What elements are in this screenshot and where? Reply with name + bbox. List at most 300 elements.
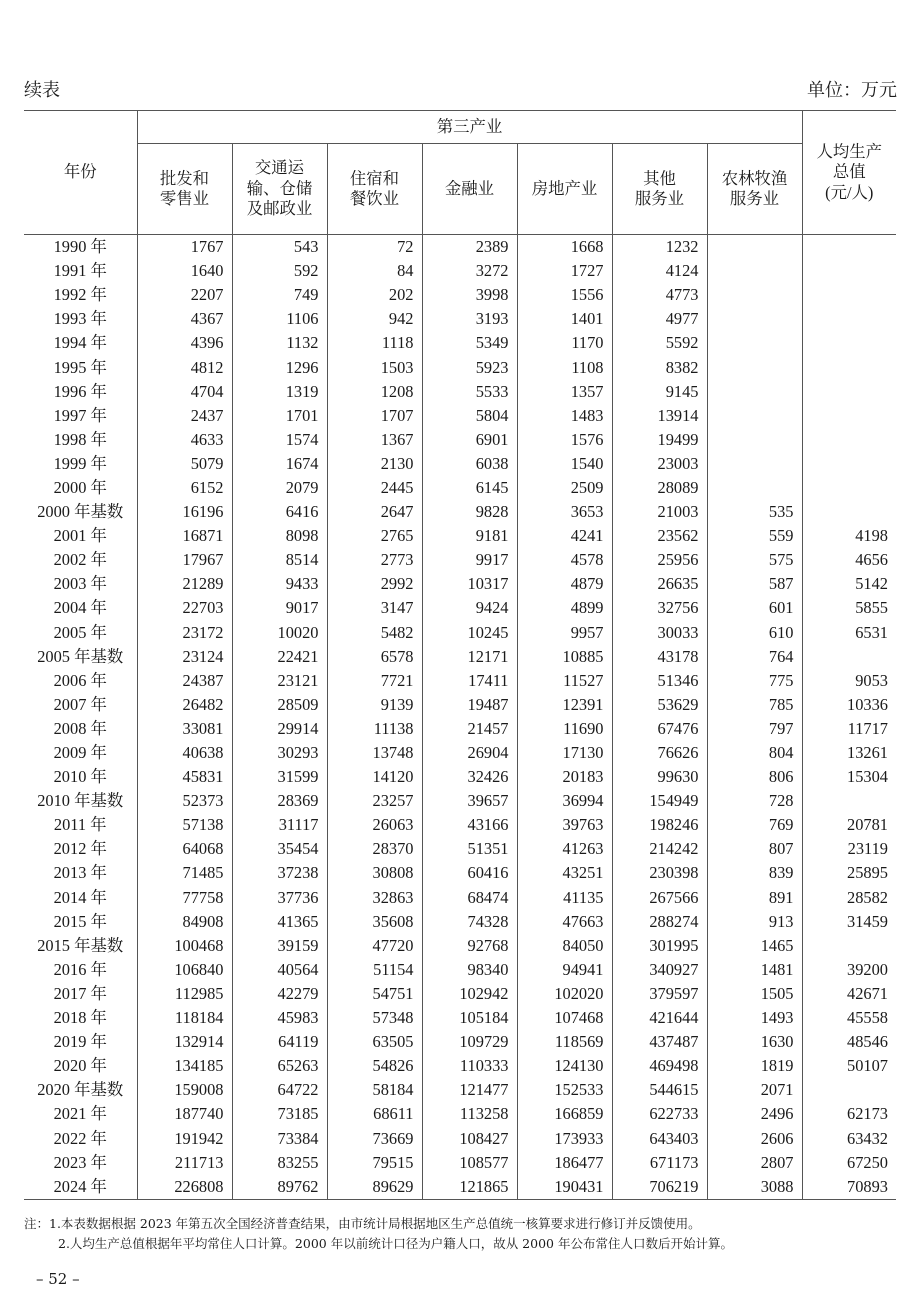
value-cell: 10245 [422, 621, 517, 645]
value-cell: 198246 [612, 813, 707, 837]
value-cell: 113258 [422, 1102, 517, 1126]
value-cell: 166859 [517, 1102, 612, 1126]
value-cell: 68474 [422, 886, 517, 910]
value-cell [802, 307, 896, 331]
year-cell: 2021 年 [53, 1104, 107, 1124]
value-cell: 31117 [232, 813, 327, 837]
value-cell: 26482 [137, 693, 232, 717]
year-cell: 2003 年 [53, 574, 107, 594]
value-cell: 17130 [517, 741, 612, 765]
value-cell: 62173 [802, 1102, 896, 1126]
value-cell: 1108 [517, 355, 612, 379]
value-cell: 22421 [232, 645, 327, 669]
table-row [24, 982, 896, 1006]
value-cell: 74328 [422, 910, 517, 934]
value-cell: 288274 [612, 910, 707, 934]
value-cell: 4812 [137, 355, 232, 379]
value-cell: 1232 [612, 235, 707, 260]
value-cell: 4198 [802, 524, 896, 548]
year-cell: 2015 年 [53, 911, 107, 931]
value-cell: 28582 [802, 886, 896, 910]
value-cell: 105184 [422, 1006, 517, 1030]
value-cell: 214242 [612, 837, 707, 861]
value-cell: 23121 [232, 669, 327, 693]
value-cell: 6901 [422, 428, 517, 452]
value-cell: 10317 [422, 572, 517, 596]
value-cell: 3088 [707, 1175, 802, 1200]
value-cell: 30293 [232, 741, 327, 765]
value-cell: 1767 [137, 235, 232, 260]
value-cell: 4656 [802, 548, 896, 572]
value-cell: 10885 [517, 645, 612, 669]
value-cell: 57348 [327, 1006, 422, 1030]
value-cell: 15304 [802, 765, 896, 789]
value-cell: 543 [232, 235, 327, 260]
table-row [24, 813, 896, 837]
value-cell: 57138 [137, 813, 232, 837]
value-cell [802, 500, 896, 524]
value-cell: 100468 [137, 934, 232, 958]
value-cell: 54826 [327, 1054, 422, 1078]
value-cell: 4124 [612, 259, 707, 283]
value-cell: 51346 [612, 669, 707, 693]
year-cell: 2014 年 [53, 887, 107, 907]
value-cell: 6531 [802, 621, 896, 645]
value-cell: 3653 [517, 500, 612, 524]
value-cell: 2207 [137, 283, 232, 307]
table-row [24, 693, 896, 717]
table-row [24, 837, 896, 861]
value-cell: 190431 [517, 1175, 612, 1200]
value-cell: 23003 [612, 452, 707, 476]
value-cell: 35454 [232, 837, 327, 861]
value-cell: 535 [707, 500, 802, 524]
value-cell [707, 380, 802, 404]
page-number: – 52 – [36, 1270, 80, 1288]
value-cell: 47720 [327, 934, 422, 958]
value-cell: 28369 [232, 789, 327, 813]
value-cell: 98340 [422, 958, 517, 982]
value-cell: 42671 [802, 982, 896, 1006]
value-cell: 121477 [422, 1078, 517, 1102]
value-cell: 37238 [232, 861, 327, 885]
column-header: 住宿和 餐饮业 [327, 144, 422, 235]
value-cell: 3147 [327, 596, 422, 620]
value-cell: 643403 [612, 1126, 707, 1150]
table-row [24, 500, 896, 524]
value-cell [707, 428, 802, 452]
value-cell: 11138 [327, 717, 422, 741]
value-cell: 26063 [327, 813, 422, 837]
value-cell: 913 [707, 910, 802, 934]
value-cell: 728 [707, 789, 802, 813]
value-cell: 73384 [232, 1126, 327, 1150]
year-cell: 2002 年 [53, 550, 107, 570]
value-cell: 797 [707, 717, 802, 741]
value-cell: 67476 [612, 717, 707, 741]
value-cell: 211713 [137, 1151, 232, 1175]
value-cell: 2606 [707, 1126, 802, 1150]
value-cell: 2807 [707, 1151, 802, 1175]
value-cell: 58184 [327, 1078, 422, 1102]
value-cell: 60416 [422, 861, 517, 885]
value-cell: 2437 [137, 404, 232, 428]
value-cell: 11717 [802, 717, 896, 741]
value-cell: 2992 [327, 572, 422, 596]
value-cell: 152533 [517, 1078, 612, 1102]
value-cell: 1401 [517, 307, 612, 331]
value-cell [802, 380, 896, 404]
value-cell: 8514 [232, 548, 327, 572]
value-cell: 5804 [422, 404, 517, 428]
value-cell: 1118 [327, 331, 422, 355]
value-cell: 9145 [612, 380, 707, 404]
table-row [24, 958, 896, 982]
value-cell: 28089 [612, 476, 707, 500]
column-header: 农林牧渔 服务业 [707, 144, 802, 235]
value-cell: 804 [707, 741, 802, 765]
table-row [24, 355, 896, 379]
value-cell: 785 [707, 693, 802, 717]
value-cell: 942 [327, 307, 422, 331]
value-cell: 25895 [802, 861, 896, 885]
year-cell: 1994 年 [53, 333, 107, 353]
value-cell: 5533 [422, 380, 517, 404]
value-cell: 610 [707, 621, 802, 645]
value-cell [802, 235, 896, 260]
table-row [24, 452, 896, 476]
value-cell: 202 [327, 283, 422, 307]
year-cell: 2007 年 [53, 694, 107, 714]
value-cell: 9017 [232, 596, 327, 620]
value-cell: 4977 [612, 307, 707, 331]
year-cell: 2008 年 [53, 718, 107, 738]
value-cell: 2509 [517, 476, 612, 500]
year-cell: 2006 年 [53, 670, 107, 690]
value-cell: 67250 [802, 1151, 896, 1175]
value-cell: 671173 [612, 1151, 707, 1175]
value-cell: 35608 [327, 910, 422, 934]
value-cell [802, 283, 896, 307]
value-cell: 592 [232, 259, 327, 283]
year-cell: 2012 年 [53, 839, 107, 859]
footnotes [24, 1214, 733, 1254]
value-cell: 108577 [422, 1151, 517, 1175]
value-cell: 23124 [137, 645, 232, 669]
value-cell: 807 [707, 837, 802, 861]
value-cell: 11690 [517, 717, 612, 741]
continued-table-label: 续表 [24, 80, 60, 101]
value-cell: 5855 [802, 596, 896, 620]
table-row [24, 476, 896, 500]
value-cell: 71485 [137, 861, 232, 885]
value-cell: 121865 [422, 1175, 517, 1200]
value-cell: 764 [707, 645, 802, 669]
value-cell: 5079 [137, 452, 232, 476]
table-row [24, 548, 896, 572]
value-cell: 1483 [517, 404, 612, 428]
column-header: 交通运 输、仓储 及邮政业 [232, 144, 327, 235]
table-row [24, 259, 896, 283]
value-cell: 891 [707, 886, 802, 910]
year-cell: 2019 年 [53, 1032, 107, 1052]
value-cell: 50107 [802, 1054, 896, 1078]
value-cell: 1630 [707, 1030, 802, 1054]
value-cell: 1296 [232, 355, 327, 379]
table-row [24, 331, 896, 355]
value-cell: 17967 [137, 548, 232, 572]
value-cell: 9181 [422, 524, 517, 548]
value-cell [707, 307, 802, 331]
value-cell: 39657 [422, 789, 517, 813]
value-cell: 2389 [422, 235, 517, 260]
column-header: 房地产业 [517, 144, 612, 235]
value-cell: 749 [232, 283, 327, 307]
table-row [24, 861, 896, 885]
table-row [24, 669, 896, 693]
value-cell [707, 452, 802, 476]
value-cell: 41263 [517, 837, 612, 861]
value-cell: 301995 [612, 934, 707, 958]
value-cell: 154949 [612, 789, 707, 813]
table-row [24, 717, 896, 741]
value-cell: 79515 [327, 1151, 422, 1175]
value-cell: 159008 [137, 1078, 232, 1102]
table-row [24, 789, 896, 813]
value-cell: 2079 [232, 476, 327, 500]
year-column-header: 年份 [24, 111, 137, 235]
value-cell: 622733 [612, 1102, 707, 1126]
value-cell: 23257 [327, 789, 422, 813]
value-cell: 25956 [612, 548, 707, 572]
column-header: 金融业 [422, 144, 517, 235]
value-cell: 68611 [327, 1102, 422, 1126]
value-cell: 19499 [612, 428, 707, 452]
value-cell: 20781 [802, 813, 896, 837]
value-cell: 20183 [517, 765, 612, 789]
value-cell: 42279 [232, 982, 327, 1006]
value-cell [802, 645, 896, 669]
value-cell: 706219 [612, 1175, 707, 1200]
value-cell: 5349 [422, 331, 517, 355]
year-cell: 2009 年 [53, 743, 107, 763]
value-cell: 16196 [137, 500, 232, 524]
year-cell: 1998 年 [53, 429, 107, 449]
value-cell: 469498 [612, 1054, 707, 1078]
value-cell: 1493 [707, 1006, 802, 1030]
footnote-2: 2.人均生产总值根据年平均常住人口计算。2000 年以前统计口径为户籍人口，故从 2000 年公布常住人口数后开始计算。 [58, 1236, 733, 1251]
value-cell: 21003 [612, 500, 707, 524]
value-cell: 187740 [137, 1102, 232, 1126]
value-cell: 52373 [137, 789, 232, 813]
table-row [24, 1151, 896, 1175]
value-cell: 84050 [517, 934, 612, 958]
value-cell: 9424 [422, 596, 517, 620]
year-cell: 2011 年 [53, 815, 107, 835]
value-cell: 23172 [137, 621, 232, 645]
value-cell: 544615 [612, 1078, 707, 1102]
tertiary-industry-header: 第三产业 [137, 111, 802, 144]
value-cell: 14120 [327, 765, 422, 789]
value-cell: 28370 [327, 837, 422, 861]
value-cell: 106840 [137, 958, 232, 982]
value-cell: 1668 [517, 235, 612, 260]
value-cell [707, 235, 802, 260]
value-cell: 21457 [422, 717, 517, 741]
table-row [24, 1030, 896, 1054]
value-cell: 65263 [232, 1054, 327, 1078]
value-cell: 31599 [232, 765, 327, 789]
value-cell: 39763 [517, 813, 612, 837]
value-cell: 13261 [802, 741, 896, 765]
year-cell: 1992 年 [53, 285, 107, 305]
value-cell: 9433 [232, 572, 327, 596]
value-cell: 6416 [232, 500, 327, 524]
value-cell: 6152 [137, 476, 232, 500]
value-cell: 4773 [612, 283, 707, 307]
table-row [24, 235, 896, 260]
value-cell: 5482 [327, 621, 422, 645]
table-row [24, 307, 896, 331]
year-cell: 2004 年 [53, 598, 107, 618]
value-cell: 6145 [422, 476, 517, 500]
value-cell: 5923 [422, 355, 517, 379]
value-cell: 5142 [802, 572, 896, 596]
value-cell [802, 259, 896, 283]
value-cell [707, 404, 802, 428]
year-cell: 2001 年 [53, 526, 107, 546]
value-cell: 186477 [517, 1151, 612, 1175]
value-cell: 1727 [517, 259, 612, 283]
year-cell: 1999 年 [53, 453, 107, 473]
value-cell [707, 355, 802, 379]
value-cell: 84908 [137, 910, 232, 934]
value-cell [802, 476, 896, 500]
value-cell: 30033 [612, 621, 707, 645]
value-cell: 4633 [137, 428, 232, 452]
value-cell: 118184 [137, 1006, 232, 1030]
value-cell: 54751 [327, 982, 422, 1006]
value-cell: 1505 [707, 982, 802, 1006]
value-cell: 1132 [232, 331, 327, 355]
value-cell: 33081 [137, 717, 232, 741]
value-cell: 41365 [232, 910, 327, 934]
value-cell: 230398 [612, 861, 707, 885]
value-cell [802, 789, 896, 813]
value-cell: 6578 [327, 645, 422, 669]
value-cell: 1576 [517, 428, 612, 452]
value-cell: 17411 [422, 669, 517, 693]
table-row [24, 1102, 896, 1126]
table-row [24, 741, 896, 765]
value-cell: 1367 [327, 428, 422, 452]
value-cell: 89762 [232, 1175, 327, 1200]
value-cell: 21289 [137, 572, 232, 596]
value-cell: 73669 [327, 1126, 422, 1150]
year-cell: 2010 年 [53, 767, 107, 787]
value-cell: 39200 [802, 958, 896, 982]
value-cell: 9139 [327, 693, 422, 717]
year-cell: 2000 年基数 [37, 502, 124, 522]
value-cell: 132914 [137, 1030, 232, 1054]
value-cell: 43251 [517, 861, 612, 885]
value-cell: 108427 [422, 1126, 517, 1150]
value-cell: 1540 [517, 452, 612, 476]
value-cell: 1819 [707, 1054, 802, 1078]
value-cell: 587 [707, 572, 802, 596]
value-cell: 1503 [327, 355, 422, 379]
value-cell: 36994 [517, 789, 612, 813]
value-cell: 559 [707, 524, 802, 548]
value-cell: 40564 [232, 958, 327, 982]
year-cell: 1996 年 [53, 381, 107, 401]
value-cell: 12391 [517, 693, 612, 717]
value-cell: 437487 [612, 1030, 707, 1054]
value-cell: 4899 [517, 596, 612, 620]
value-cell: 28509 [232, 693, 327, 717]
year-cell: 2013 年 [53, 863, 107, 883]
year-cell: 2022 年 [53, 1128, 107, 1148]
table-row [24, 283, 896, 307]
value-cell: 30808 [327, 861, 422, 885]
value-cell: 41135 [517, 886, 612, 910]
value-cell: 99630 [612, 765, 707, 789]
value-cell: 32863 [327, 886, 422, 910]
value-cell: 73185 [232, 1102, 327, 1126]
value-cell: 601 [707, 596, 802, 620]
year-cell: 2024 年 [24, 1175, 137, 1200]
value-cell: 9917 [422, 548, 517, 572]
table-row [24, 1006, 896, 1030]
year-cell: 1997 年 [53, 405, 107, 425]
value-cell: 43178 [612, 645, 707, 669]
table-row [24, 380, 896, 404]
value-cell: 8098 [232, 524, 327, 548]
value-cell: 9053 [802, 669, 896, 693]
table-row [24, 1054, 896, 1078]
value-cell: 22703 [137, 596, 232, 620]
column-header: 其他 服务业 [612, 144, 707, 235]
value-cell [802, 934, 896, 958]
value-cell [802, 404, 896, 428]
value-cell [707, 331, 802, 355]
value-cell: 2445 [327, 476, 422, 500]
value-cell: 31459 [802, 910, 896, 934]
value-cell: 70893 [802, 1175, 896, 1200]
year-cell: 2023 年 [53, 1152, 107, 1172]
value-cell: 45831 [137, 765, 232, 789]
value-cell: 51351 [422, 837, 517, 861]
value-cell: 1701 [232, 404, 327, 428]
value-cell: 3998 [422, 283, 517, 307]
year-cell: 1990 年 [53, 237, 107, 257]
value-cell: 32426 [422, 765, 517, 789]
value-cell: 4367 [137, 307, 232, 331]
table-row [24, 1175, 896, 1200]
value-cell: 1170 [517, 331, 612, 355]
value-cell: 13748 [327, 741, 422, 765]
table-row [24, 886, 896, 910]
value-cell: 94941 [517, 958, 612, 982]
year-cell: 1991 年 [53, 261, 107, 281]
value-cell: 64068 [137, 837, 232, 861]
value-cell: 13914 [612, 404, 707, 428]
value-cell: 51154 [327, 958, 422, 982]
value-cell: 1208 [327, 380, 422, 404]
value-cell: 1640 [137, 259, 232, 283]
table-row [24, 645, 896, 669]
value-cell: 5592 [612, 331, 707, 355]
